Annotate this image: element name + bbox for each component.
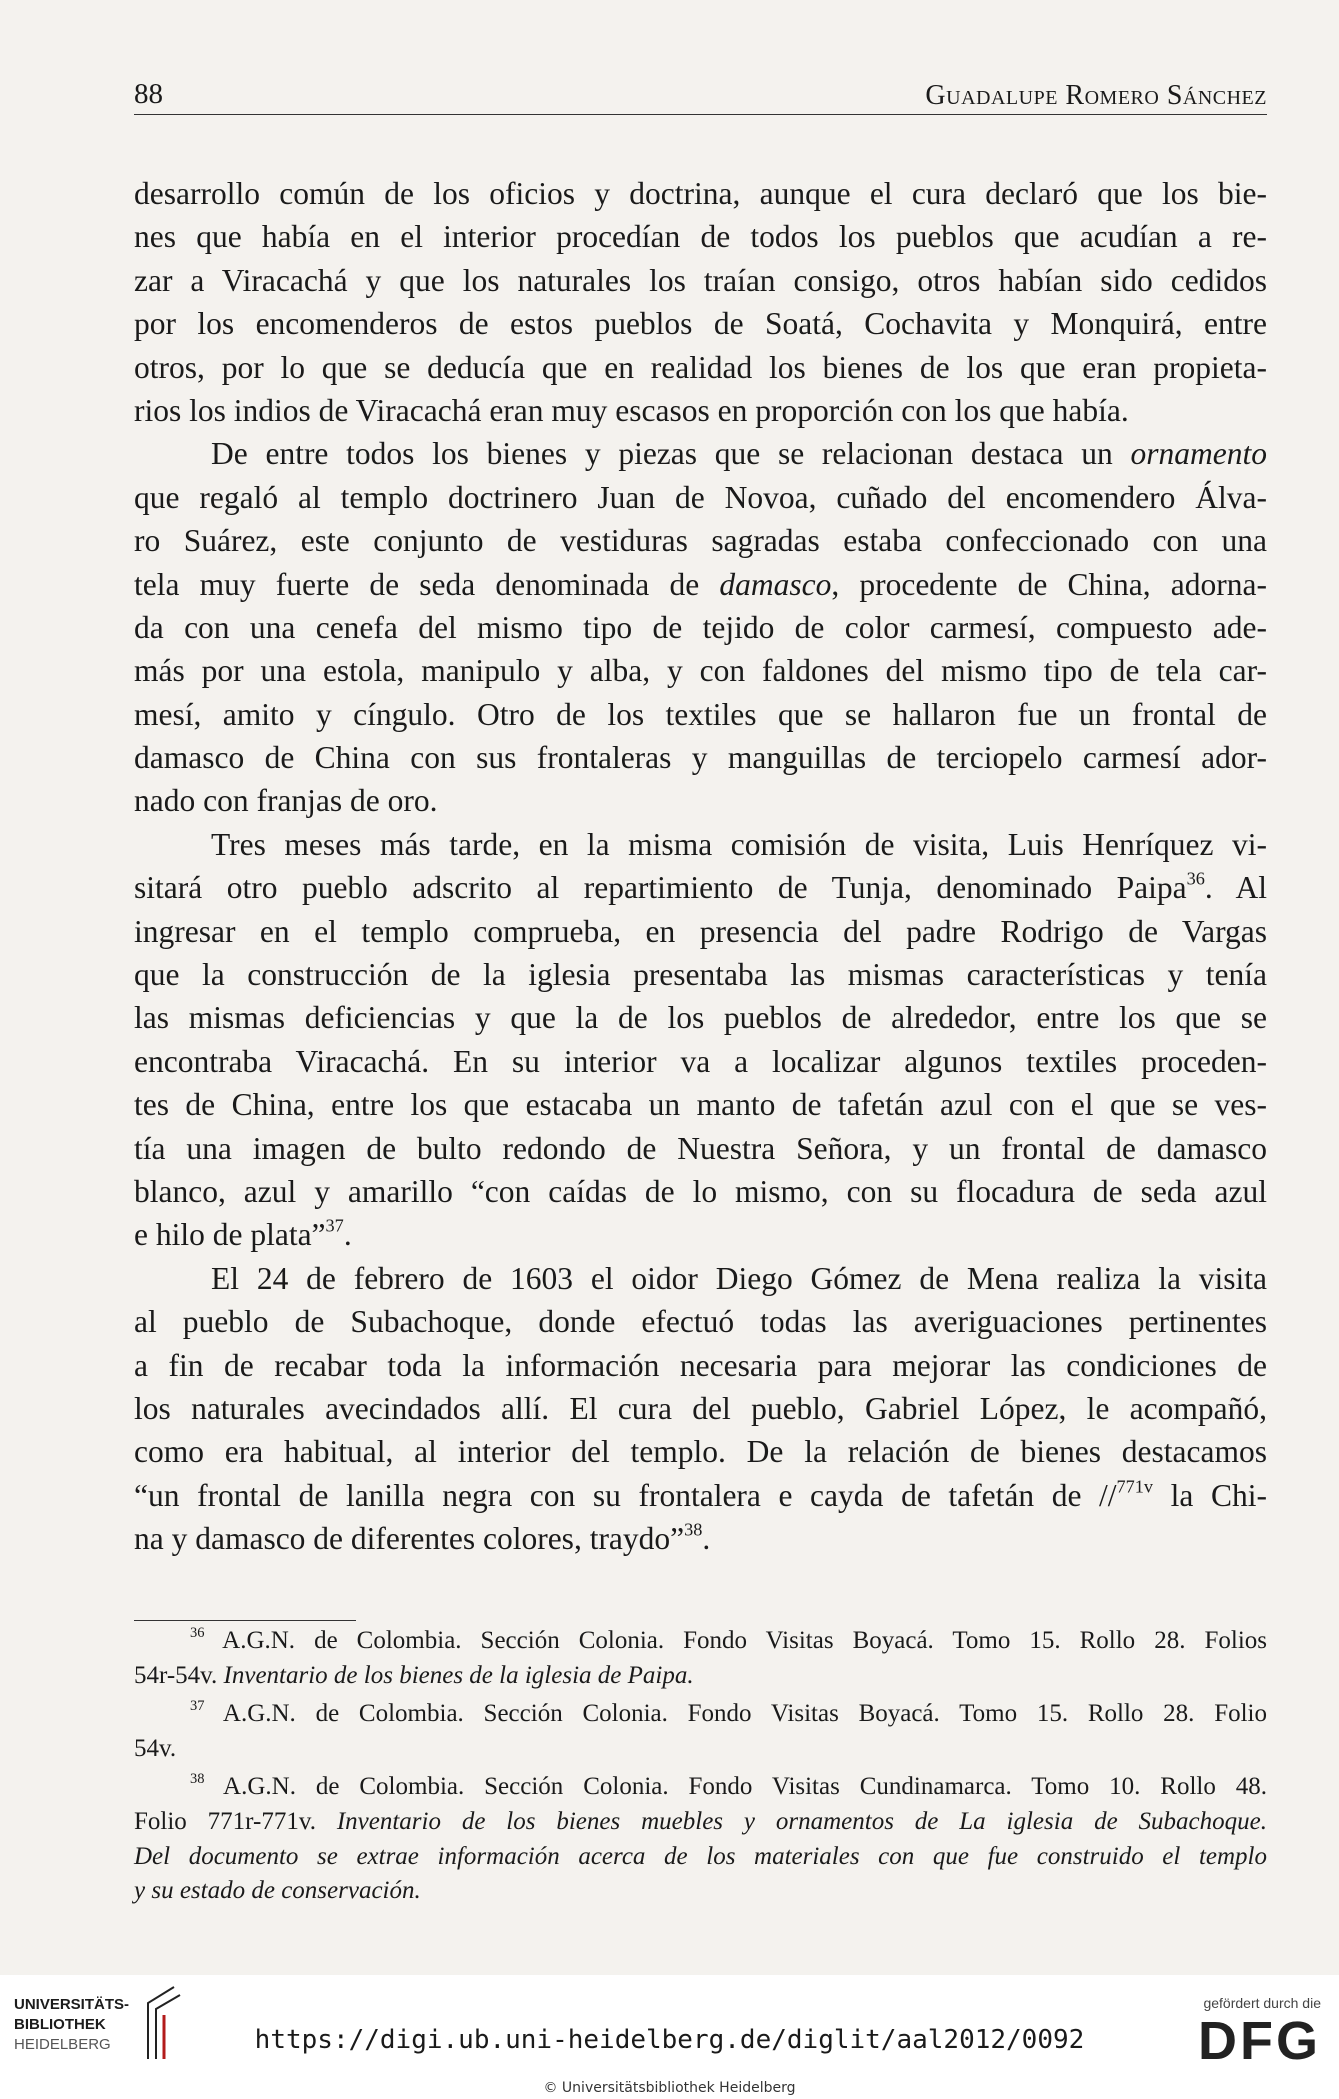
text-line: da con una cenefa del mismo tipo de tejido de color carmesí, compuesto ade- bbox=[134, 609, 1267, 645]
page-number: 88 bbox=[134, 78, 163, 110]
text-run: De entre todos los bienes y piezas que se relacionan destaca un bbox=[211, 436, 1113, 472]
text-line: que la construcción de la iglesia presentaba las mismas características y tenía bbox=[134, 957, 1267, 993]
text-run: la Chi- bbox=[1153, 1477, 1267, 1513]
text-line: ingresar en el templo comprueba, en presencia del padre Rodrigo de Vargas bbox=[134, 913, 1267, 949]
footnote-line bbox=[134, 1840, 1267, 1875]
text-line: que regaló al templo doctrinero Juan de Novoa, cuñado del encomendero Álva- bbox=[134, 479, 1267, 515]
text-line: nado con franjas de oro. bbox=[134, 783, 438, 819]
text-line bbox=[134, 1517, 1267, 1560]
footnote-line bbox=[134, 1659, 1267, 1694]
text-line: ro Suárez, este conjunto de vestiduras sagradas estaba confeccionado con una bbox=[134, 523, 1267, 559]
funding-label: gefördert durch die bbox=[1203, 1995, 1321, 2011]
text-line: a fin de recabar toda la información necesaria para mejorar las condiciones de bbox=[134, 1347, 1267, 1383]
italic-title: Del documento se extrae información acerca de los materiales con que fue construido el templo bbox=[134, 1842, 1267, 1870]
text-line: damasco de China con sus frontaleras y manguillas de terciopelo carmesí ador- bbox=[134, 740, 1267, 776]
footnote-line bbox=[134, 1874, 1267, 1909]
text-run: sitará otro pueblo adscrito al repartimiento de Tunja, denominado Paipa bbox=[134, 870, 1187, 906]
text-line: El 24 de febrero de 1603 el oidor Diego Gómez de Mena realiza la visita bbox=[211, 1260, 1267, 1296]
funder-logo bbox=[1191, 1995, 1321, 2071]
text-run: “un frontal de lanilla negra con su frontalera e cayda de tafetán de // bbox=[134, 1477, 1117, 1513]
dfg-logo: DFG bbox=[1198, 2011, 1321, 2071]
italic-title: y su estado de conservación. bbox=[134, 1877, 421, 1905]
body-text bbox=[134, 172, 1267, 1561]
text-line: las mismas deficiencias y que la de los pueblos de alrededor, entre los que se bbox=[134, 1000, 1267, 1036]
footnote-line bbox=[134, 1770, 1267, 1805]
text-line: mesí, amito y cíngulo. Otro de los textiles que se hallaron fue un frontal de bbox=[134, 696, 1267, 732]
library-name-line: HEIDELBERG bbox=[14, 2036, 111, 2053]
footnote-number: 36 bbox=[190, 1625, 205, 1642]
text-run: . Al bbox=[1204, 870, 1267, 906]
italic-title: Inventario de los bienes muebles y ornamentos de La iglesia de Subachoque. bbox=[336, 1807, 1267, 1835]
text-run: , procedente de China, adorna- bbox=[831, 566, 1267, 602]
text-line bbox=[134, 563, 1267, 606]
copyright-notice: © Universitätsbibliothek Heidelberg bbox=[543, 2080, 796, 2096]
text-line: rios los indios de Viracachá eran muy escasos en proporción con los que había. bbox=[134, 392, 1129, 428]
text-line bbox=[134, 866, 1267, 909]
footnotes bbox=[134, 1624, 1267, 1909]
viewer-footer bbox=[0, 1975, 1339, 2099]
folio-marker: 771v bbox=[1116, 1476, 1154, 1497]
text-line: encontraba Viracachá. En su interior va a localizar algunos textiles proceden- bbox=[134, 1043, 1267, 1079]
text-run: A.G.N. de Colombia. Sección Colonia. Fondo Visitas Boyacá. Tomo 15. Rollo 28. Folio bbox=[222, 1700, 1267, 1728]
library-name-line: UNIVERSITÄTS- bbox=[14, 1996, 130, 2013]
text-line: más por una estola, manipulo y alba, y con faldones del mismo tipo de tela car- bbox=[134, 653, 1267, 689]
library-name-line: BIBLIOTHEK bbox=[14, 2016, 106, 2033]
footnote-line bbox=[134, 1697, 1267, 1732]
footnote-number: 38 bbox=[190, 1771, 205, 1788]
footnote-separator bbox=[134, 1620, 356, 1621]
italic-term: ornamento bbox=[1130, 436, 1267, 472]
text-run: Folio 771r-771v. bbox=[134, 1807, 316, 1835]
text-run: A.G.N. de Colombia. Sección Colonia. Fondo Visitas Cundinamarca. Tomo 10. Rollo 48. bbox=[223, 1773, 1267, 1801]
text-run: A.G.N. de Colombia. Sección Colonia. Fondo Visitas Boyacá. Tomo 15. Rollo 28. Folios bbox=[222, 1627, 1267, 1654]
text-run: e hilo de plata” bbox=[134, 1217, 326, 1253]
text-line: otros, por lo que se deducía que en realidad los bienes de los que eran propieta- bbox=[134, 349, 1267, 385]
running-head-author: Guadalupe Romero Sánchez bbox=[925, 80, 1267, 111]
text-line: tía una imagen de bulto redondo de Nuestra Señora, y un frontal de damasco bbox=[134, 1130, 1267, 1166]
running-header bbox=[134, 78, 1267, 115]
footnote-line bbox=[134, 1624, 1267, 1659]
text-run: . bbox=[702, 1521, 711, 1557]
text-line: tes de China, entre los que estacaba un manto de tafetán azul con el que se ves- bbox=[134, 1087, 1267, 1123]
text-line bbox=[134, 1474, 1267, 1517]
footnote-line: 54v. bbox=[134, 1734, 177, 1762]
text-run: tela muy fuerte de seda denominada de bbox=[134, 566, 700, 602]
text-run: . bbox=[343, 1217, 352, 1253]
text-line: desarrollo común de los oficios y doctrina, aunque el cura declaró que los bie- bbox=[134, 176, 1267, 211]
text-line bbox=[134, 432, 1267, 475]
text-line: zar a Viracachá y que los naturales los traían consigo, otros habían sido cedidos bbox=[134, 262, 1267, 298]
text-line: nes que había en el interior procedían de todos los pueblos que acudían a re- bbox=[134, 219, 1267, 255]
text-line: por los encomenderos de estos pueblos de Soatá, Cochavita y Monquirá, entre bbox=[134, 306, 1267, 342]
text-line bbox=[134, 1213, 1267, 1256]
footnote-ref: 38 bbox=[684, 1519, 703, 1540]
text-line: Tres meses más tarde, en la misma comisión de visita, Luis Henríquez vi- bbox=[211, 826, 1267, 862]
text-line: los naturales avecindados allí. El cura del pueblo, Gabriel López, le acompañó, bbox=[134, 1390, 1267, 1426]
footnote-number: 37 bbox=[190, 1698, 205, 1715]
text-line: al pueblo de Subachoque, donde efectuó todas las averiguaciones pertinentes bbox=[134, 1304, 1267, 1340]
text-line: como era habitual, al interior del templo. De la relación de bienes destacamos bbox=[134, 1434, 1267, 1470]
text-run: 54r-54v. bbox=[134, 1661, 218, 1689]
italic-term: damasco bbox=[719, 566, 832, 602]
footnote-line bbox=[134, 1805, 1267, 1840]
italic-title: Inventario de los bienes de la iglesia de Paipa. bbox=[223, 1661, 694, 1689]
text-line: blanco, azul y amarillo “con caídas de lo mismo, con su flocadura de seda azul bbox=[134, 1173, 1267, 1209]
permalink-url[interactable]: https://digi.ub.uni-heidelberg.de/diglit/aal2012/0092 bbox=[254, 2025, 1085, 2055]
footnote-ref: 36 bbox=[1186, 868, 1205, 889]
text-run: na y damasco de diferentes colores, traydo” bbox=[134, 1521, 685, 1557]
footnote-ref: 37 bbox=[325, 1215, 344, 1236]
